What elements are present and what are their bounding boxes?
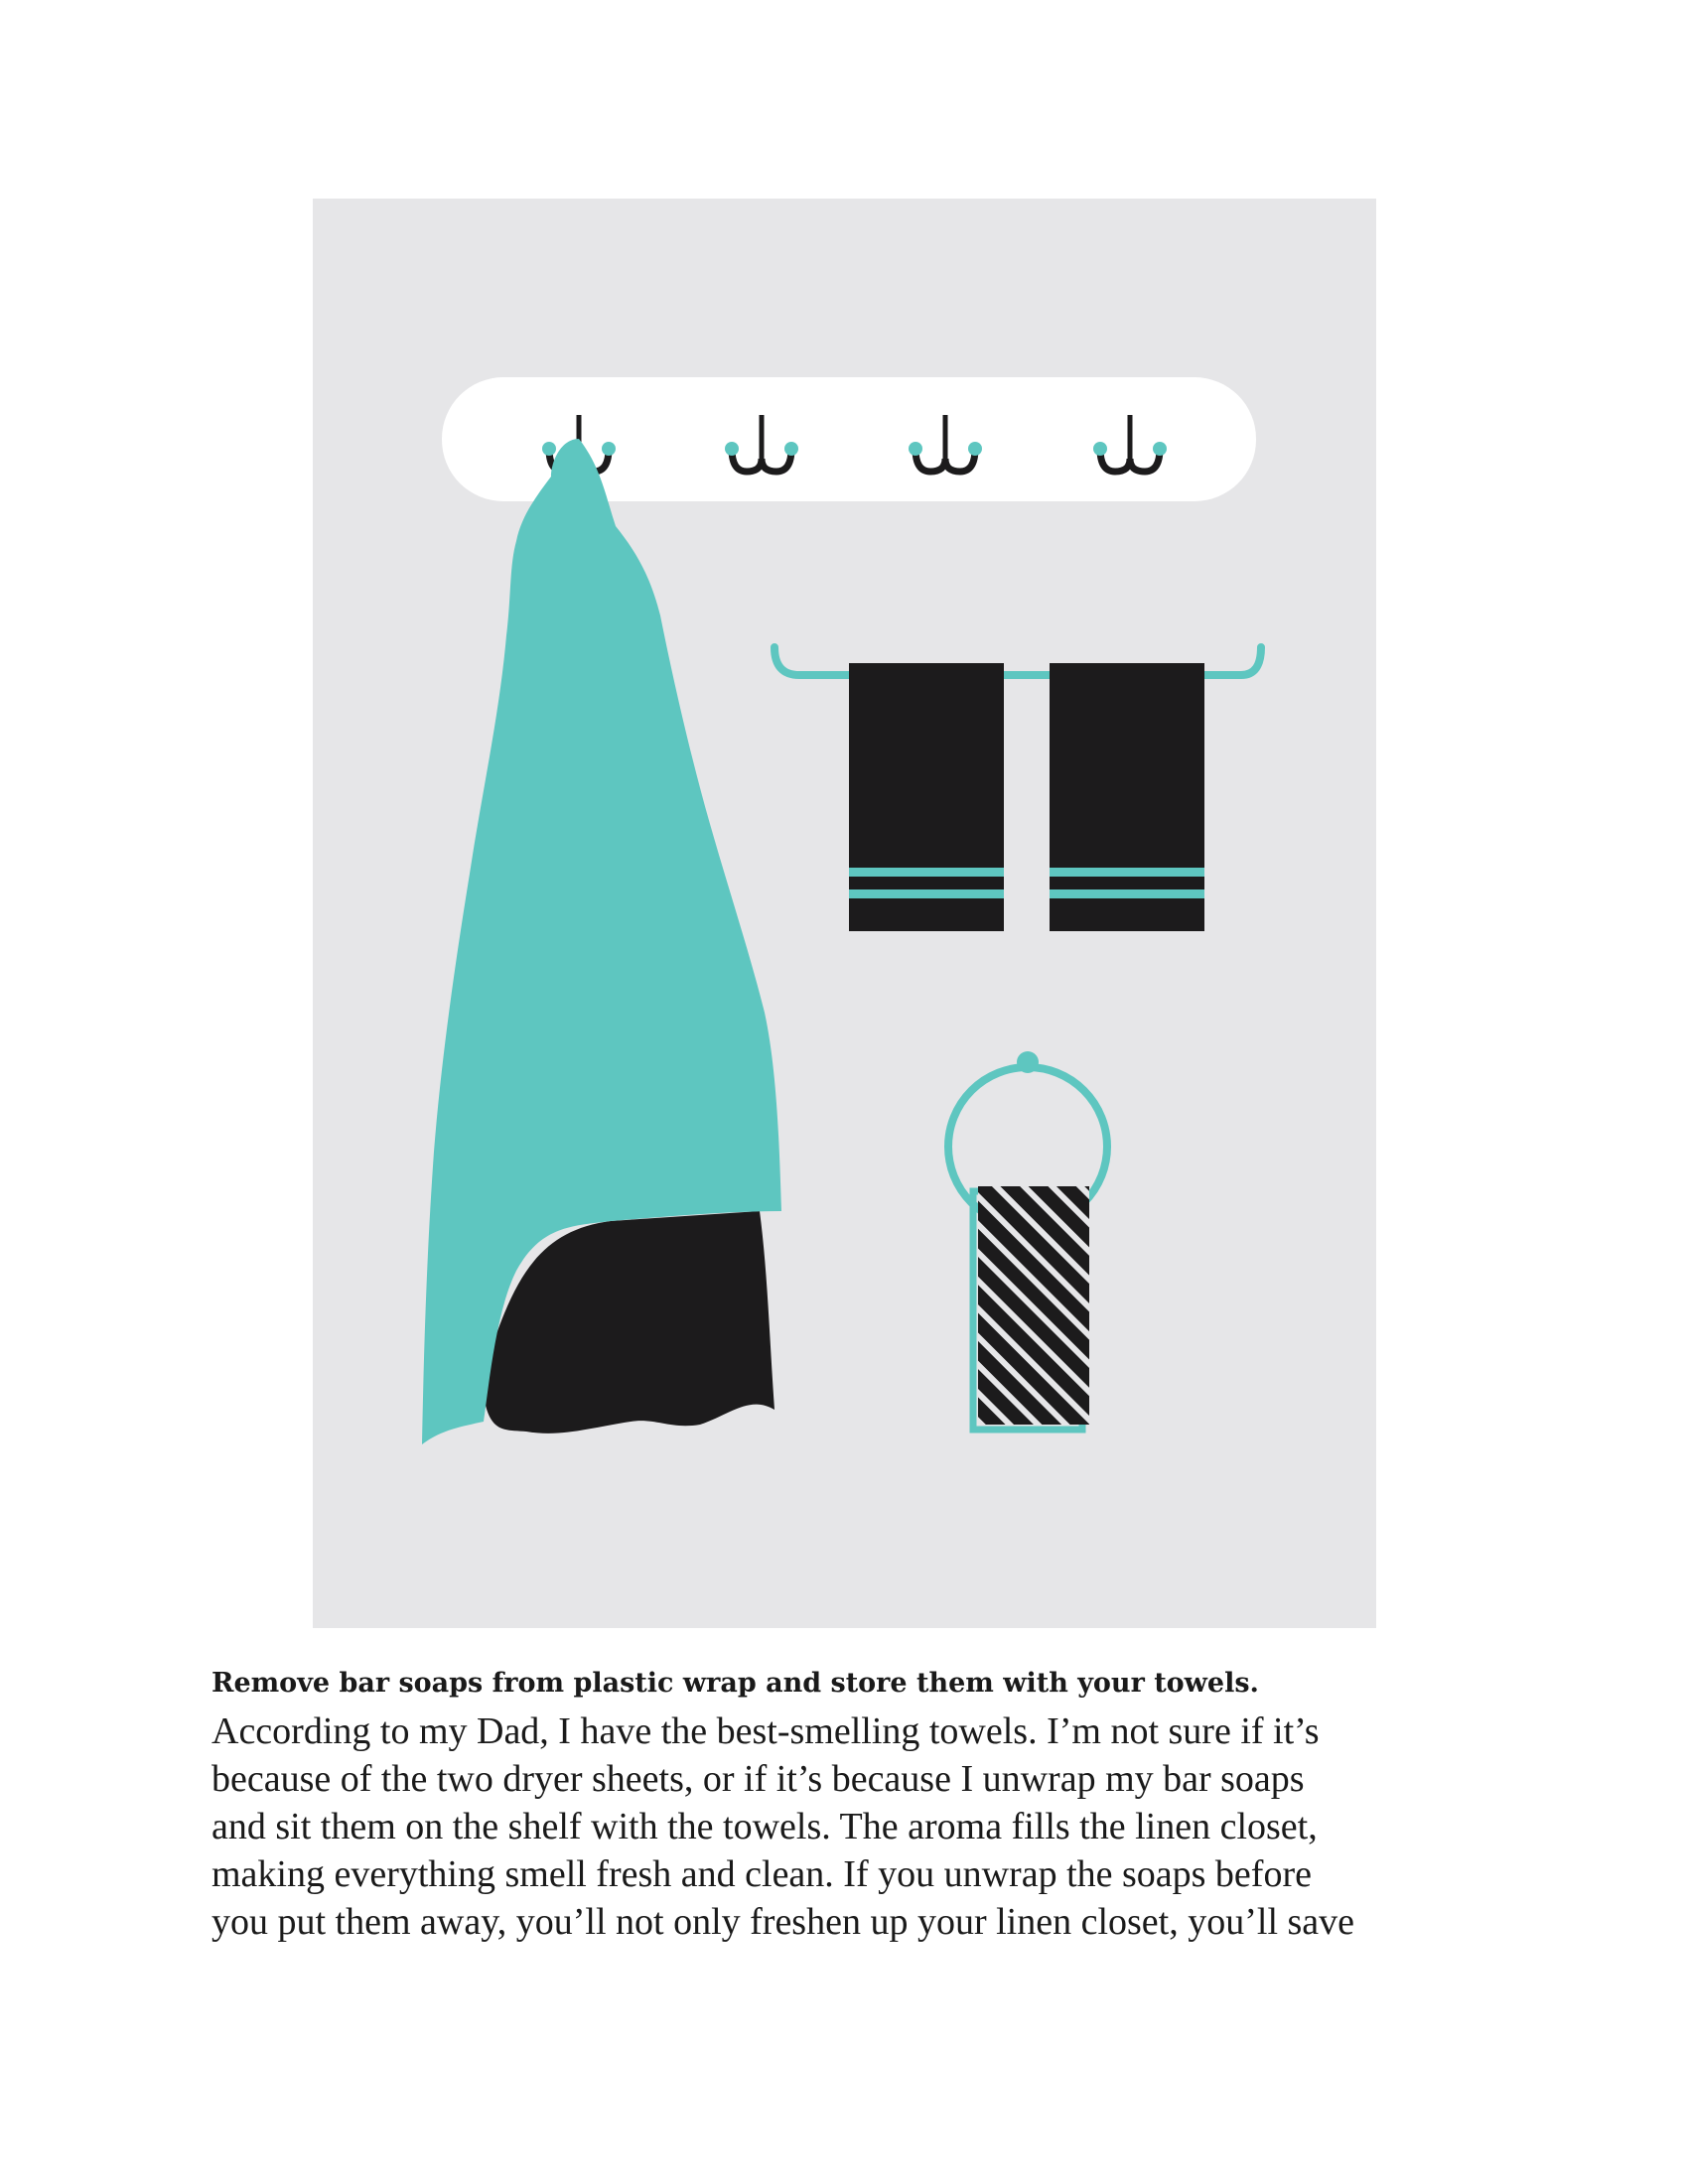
body-line: and sit them on the shelf with the towels. The aroma fills the linen closet, <box>211 1806 1318 1847</box>
towel-illustration <box>313 199 1376 1628</box>
body-line: you put them away, you’ll not only freshen up your linen closet, you’ll save <box>211 1901 1355 1943</box>
washcloth <box>973 1186 1089 1430</box>
body-line: because of the two dryer sheets, or if it’s because I unwrap my bar soaps <box>211 1758 1305 1800</box>
article-heading: Remove bar soaps from plastic wrap and store them with your towels. <box>211 1668 1259 1699</box>
hand-towel <box>849 663 1004 931</box>
body-line: According to my Dad, I have the best-smelling towels. I’m not sure if it’s <box>211 1710 1320 1752</box>
article-body <box>211 1707 1502 1946</box>
body-line: making everything smell fresh and clean. If you unwrap the soaps before <box>211 1853 1312 1895</box>
hand-towel <box>1050 663 1204 931</box>
